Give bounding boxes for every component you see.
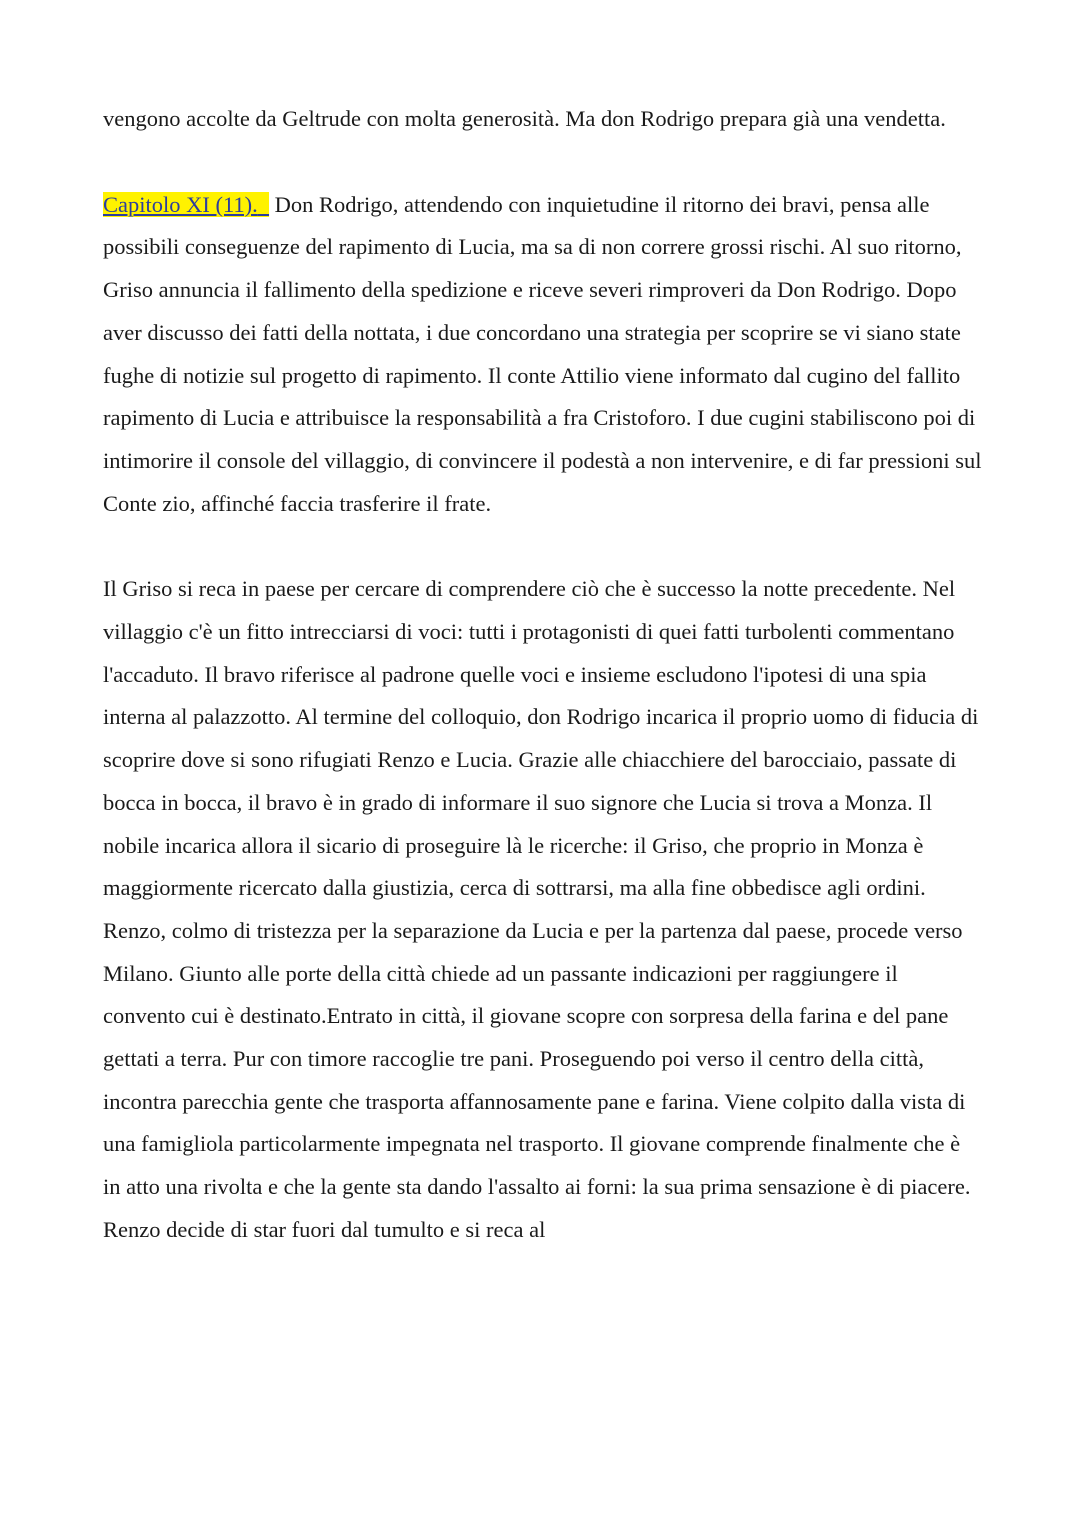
paragraph-intro-text: vengono accolte da Geltrude con molta generosità. Ma don Rodrigo prepara già una vendetta. <box>103 106 946 131</box>
paragraph-griso-text: Il Griso si reca in paese per cercare di comprendere ciò che è successo la notte precedente. Nel villaggio c'è un fitto intrecciarsi di voci: tutti i protagonisti di quei fatti turbolenti commentano l'accaduto. Il bravo riferisce al padrone quelle voci e insieme escludono l'ipotesi di una spia interna al palazzotto. Al termine del colloquio, don Rodrigo incarica il proprio uomo di fiducia di scoprire dove si sono rifugiati Renzo e Lucia. Grazie alle chiacchiere del barocciaio, passate di bocca in bocca, il bravo è in grado di informare il suo signore che Lucia si trova a Monza. Il nobile incarica allora il sicario di proseguire là le ricerche: il Griso, che proprio in Monza è maggiormente ricercato dalla giustizia, cerca di sottrarsi, ma alla fine obbedisce agli ordini. Renzo, colmo di tristezza per la separazione da Lucia e per la partenza dal paese, procede verso Milano. Giunto alle porte della città chiede ad un passante indicazioni per raggiungere il convento cui è destinato.Entrato in città, il giovane scopre con sorpresa della farina e del pane gettati a terra. Pur con timore raccoglie tre pani. Proseguendo poi verso il centro della città, incontra parecchia gente che trasporta affannosamente pane e farina. Viene colpito dalla vista di una famigliola particolarmente impegnata nel trasporto. Il giovane comprende finalmente che è in atto una rivolta e che la gente sta dando l'assalto ai forni: la sua prima sensazione è di piacere. Renzo decide di star fuori dal tumulto e si reca al <box>103 576 979 1242</box>
document-page <box>103 98 983 1252</box>
chapter-heading: Capitolo XI (11). <box>103 191 258 217</box>
paragraph-griso <box>103 568 983 1251</box>
paragraph-chapter-11 <box>103 184 983 526</box>
chapter-11-summary: Don Rodrigo, attendendo con inquietudine il ritorno dei bravi, pensa alle possibili conseguenze del rapimento di Lucia, ma sa di non correre grossi rischi. Al suo ritorno, Griso annuncia il fallimento della spedizione e riceve severi rimproveri da Don Rodrigo. Dopo aver discusso dei fatti della nottata, i due concordano una strategia per scoprire se vi siano state fughe di notizie sul progetto di rapimento. Il conte Attilio viene informato dal cugino del fallito rapimento di Lucia e attribuisce la responsabilità a fra Cristoforo. I due cugini stabiliscono poi di intimorire il console del villaggio, di convincere il podestà a non intervenire, e di far pressioni sul Conte zio, affinché faccia trasferire il frate. <box>103 191 982 516</box>
paragraph-intro <box>103 98 983 141</box>
heading-highlight-gap <box>258 192 269 217</box>
